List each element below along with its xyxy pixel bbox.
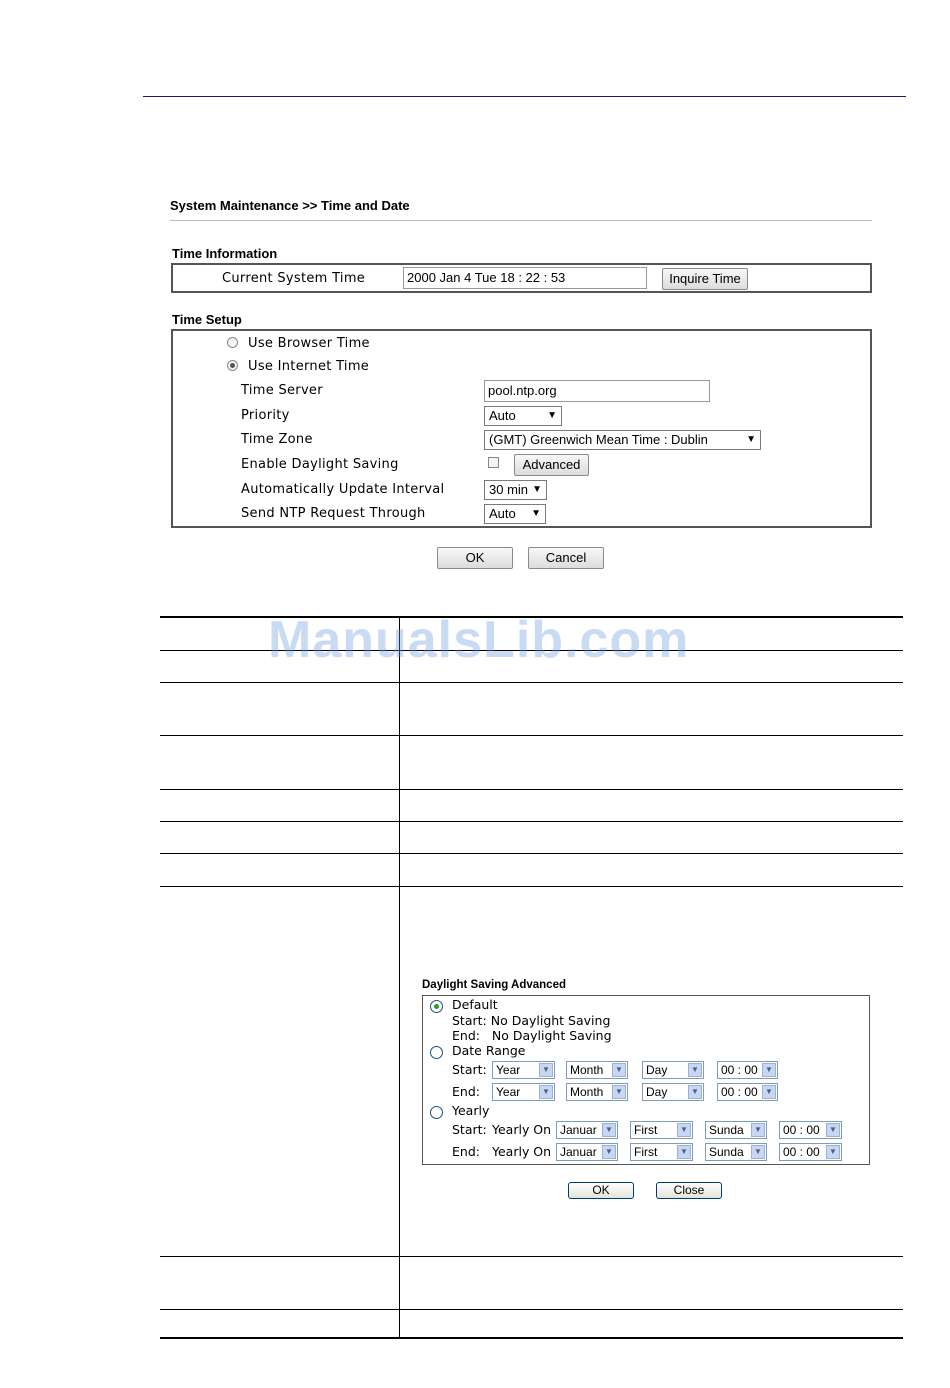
select-value: Day	[646, 1063, 668, 1077]
chevron-down-icon: ▼	[602, 1123, 616, 1137]
chevron-down-icon: ▼	[532, 484, 542, 495]
chevron-down-icon: ▼	[539, 1085, 553, 1099]
chevron-down-icon: ▼	[612, 1085, 626, 1099]
chevron-down-icon: ▼	[612, 1063, 626, 1077]
table-row-divider	[160, 853, 903, 854]
chevron-down-icon: ▼	[826, 1123, 840, 1137]
yearly-radio[interactable]	[430, 1106, 443, 1119]
select-value: Januar	[560, 1123, 597, 1137]
yearly-end-label: End:	[452, 1144, 480, 1159]
select-value: 00 : 00	[783, 1145, 820, 1159]
select-value: Januar	[560, 1145, 597, 1159]
ntp-request-through-select[interactable]	[484, 504, 546, 524]
cancel-button[interactable]: Cancel	[528, 547, 604, 569]
table-row-divider	[160, 886, 903, 887]
table-row-divider	[160, 821, 903, 822]
priority-select-value: Auto	[489, 408, 516, 423]
time-information-heading: Time Information	[172, 246, 278, 261]
yearly-end-time-select[interactable]	[779, 1143, 842, 1161]
date-range-radio[interactable]	[430, 1046, 443, 1059]
date-range-end-year-select[interactable]	[492, 1083, 555, 1101]
select-value: Month	[570, 1063, 604, 1077]
date-range-label: Date Range	[452, 1043, 526, 1058]
chevron-down-icon: ▼	[762, 1063, 776, 1077]
ntp-request-through-select-value: Auto	[489, 506, 516, 521]
update-interval-select-value: 30 min	[489, 482, 529, 497]
current-system-time-label: Current System Time	[222, 271, 366, 286]
time-server-input[interactable]: pool.ntp.org	[484, 380, 710, 402]
time-zone-select[interactable]	[484, 430, 761, 450]
daylight-ok-button[interactable]: OK	[568, 1182, 634, 1199]
advanced-button[interactable]: Advanced	[514, 454, 589, 476]
table-row-divider	[160, 735, 903, 736]
title-divider	[170, 220, 872, 221]
date-range-end-day-select[interactable]	[642, 1083, 704, 1101]
chevron-down-icon: ▼	[677, 1145, 691, 1159]
chevron-down-icon: ▼	[751, 1145, 765, 1159]
table-column-divider	[399, 616, 400, 1338]
yearly-start-label: Start:	[452, 1122, 487, 1137]
time-setup-heading: Time Setup	[172, 312, 242, 327]
chevron-down-icon: ▼	[602, 1145, 616, 1159]
use-browser-time-radio[interactable]	[227, 337, 238, 348]
select-value: Year	[496, 1085, 521, 1099]
current-system-time-field[interactable]: 2000 Jan 4 Tue 18 : 22 : 53	[403, 267, 647, 289]
select-value: Sunda	[709, 1123, 744, 1137]
time-zone-select-value: (GMT) Greenwich Mean Time : Dublin	[489, 432, 708, 447]
table-row-divider	[160, 789, 903, 790]
watermark: ManualsLib.com	[268, 611, 690, 669]
yearly-end-weekday-select[interactable]	[705, 1143, 767, 1161]
daylight-advanced-title: Daylight Saving Advanced	[422, 979, 566, 991]
yearly-start-month-select[interactable]	[556, 1121, 618, 1139]
enable-daylight-saving-checkbox[interactable]	[488, 457, 499, 468]
yearly-end-on-label: Yearly On	[492, 1144, 552, 1159]
select-value: 00 : 00	[721, 1063, 758, 1077]
select-value: Year	[496, 1063, 521, 1077]
use-internet-time-label: Use Internet Time	[248, 359, 370, 374]
use-browser-time-label: Use Browser Time	[248, 336, 370, 351]
ntp-request-through-label: Send NTP Request Through	[241, 506, 426, 521]
chevron-down-icon: ▼	[539, 1063, 553, 1077]
daylight-close-button[interactable]: Close	[656, 1182, 722, 1199]
select-value: Month	[570, 1085, 604, 1099]
priority-select[interactable]	[484, 406, 562, 426]
default-radio[interactable]	[430, 1000, 443, 1013]
select-value: Day	[646, 1085, 668, 1099]
chevron-down-icon: ▼	[677, 1123, 691, 1137]
date-range-end-time-select[interactable]	[717, 1083, 778, 1101]
top-rule	[143, 96, 906, 97]
date-range-start-month-select[interactable]	[566, 1061, 628, 1079]
date-range-start-time-select[interactable]	[717, 1061, 778, 1079]
yearly-end-week-select[interactable]	[630, 1143, 693, 1161]
page-title: System Maintenance >> Time and Date	[170, 198, 410, 213]
select-value: 00 : 00	[721, 1085, 758, 1099]
date-range-end-label: End:	[452, 1084, 480, 1099]
date-range-start-label: Start:	[452, 1062, 487, 1077]
chevron-down-icon: ▼	[746, 434, 756, 445]
use-internet-time-radio[interactable]	[227, 360, 238, 371]
table-row-divider	[160, 1256, 903, 1257]
inquire-time-button[interactable]: Inquire Time	[662, 268, 748, 290]
chevron-down-icon: ▼	[547, 410, 557, 421]
select-value: Sunda	[709, 1145, 744, 1159]
time-server-label: Time Server	[241, 383, 323, 398]
yearly-end-month-select[interactable]	[556, 1143, 618, 1161]
date-range-start-day-select[interactable]	[642, 1061, 704, 1079]
date-range-end-month-select[interactable]	[566, 1083, 628, 1101]
yearly-start-time-select[interactable]	[779, 1121, 842, 1139]
time-zone-label: Time Zone	[241, 432, 313, 447]
chevron-down-icon: ▼	[826, 1145, 840, 1159]
table-bottom-border	[160, 1337, 903, 1339]
select-value: 00 : 00	[783, 1123, 820, 1137]
chevron-down-icon: ▼	[688, 1085, 702, 1099]
chevron-down-icon: ▼	[751, 1123, 765, 1137]
yearly-start-weekday-select[interactable]	[705, 1121, 767, 1139]
chevron-down-icon: ▼	[688, 1063, 702, 1077]
chevron-down-icon: ▼	[531, 508, 541, 519]
update-interval-label: Automatically Update Interval	[241, 482, 445, 497]
table-row-divider	[160, 682, 903, 683]
yearly-label: Yearly	[452, 1103, 490, 1118]
chevron-down-icon: ▼	[762, 1085, 776, 1099]
ok-button[interactable]: OK	[437, 547, 513, 569]
default-start-text: Start: No Daylight Saving	[452, 1013, 611, 1028]
table-row-divider	[160, 1309, 903, 1310]
priority-label: Priority	[241, 408, 290, 423]
yearly-start-on-label: Yearly On	[492, 1122, 552, 1137]
enable-daylight-saving-label: Enable Daylight Saving	[241, 457, 399, 472]
yearly-start-week-select[interactable]	[630, 1121, 693, 1139]
date-range-start-year-select[interactable]	[492, 1061, 555, 1079]
select-value: First	[634, 1123, 658, 1137]
update-interval-select[interactable]	[484, 480, 547, 500]
default-end-text: End: No Daylight Saving	[452, 1028, 612, 1043]
select-value: First	[634, 1145, 658, 1159]
default-label: Default	[452, 997, 498, 1012]
